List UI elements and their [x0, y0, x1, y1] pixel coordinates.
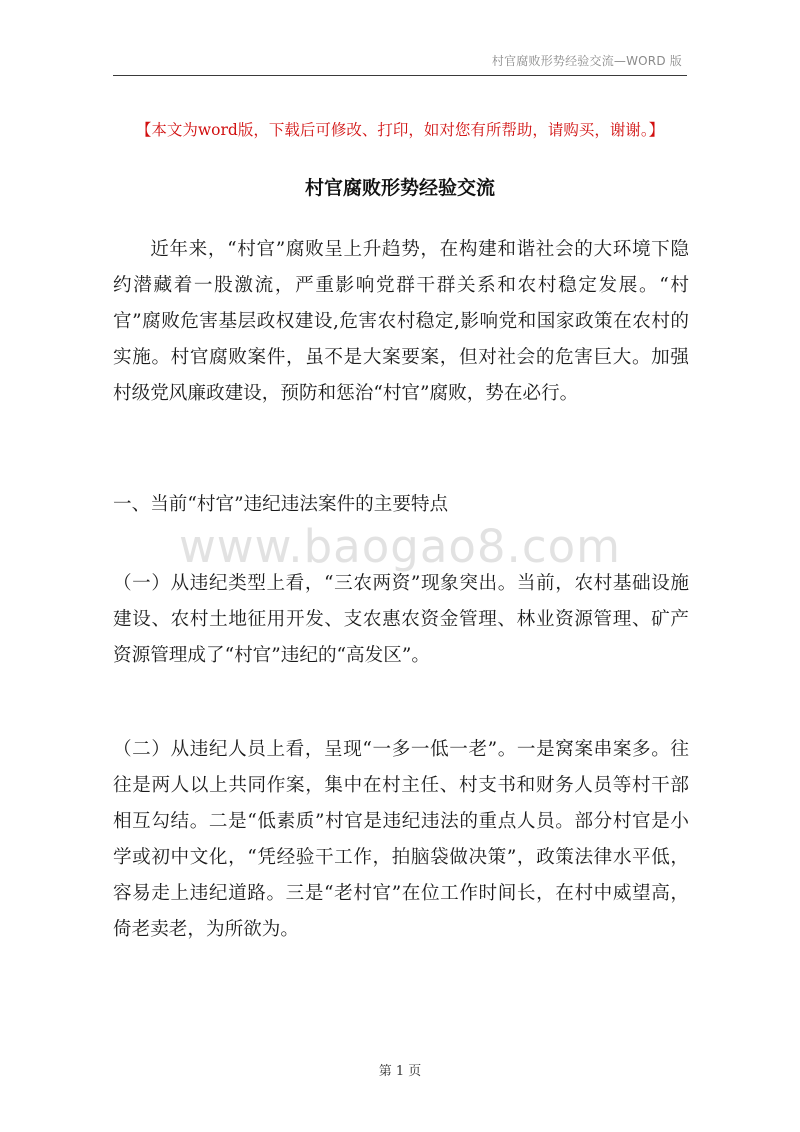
intro-paragraph: 近年来，“村官”腐败呈上升趋势，在构建和谐社会的大环境下隐约潜藏着一股激流，严重影响党群干群关系和农村稳定发展。“村官”腐败危害基层政权建设,危害农村稳定,影响党和国家政策在农村的实施。村官腐败案件，虽不是大案要案，但对社会的危害巨大。加强村级党风廉政建设，预防和惩治“村官”腐败，势在必行。 [113, 239, 689, 404]
running-header: 村官腐败形势经验交流—WORD 版 [491, 54, 682, 68]
point-two-paragraph: （二）从违纪人员上看，呈现“一多一低一老”。一是窝案串案多。往往是两人以上共同作案，集中在村主任、村支书和财务人员等村干部相互勾结。二是“低素质”村官是违纪违法的重点人员。部分村官是小学或初中文化，“凭经验干工作，拍脑袋做决策”，政策法律水平低，容易走上违纪道路。三是“老村官”在位工作时间长，在村中威望高，倚老卖老，为所欲为。 [113, 739, 689, 940]
point-one-paragraph: （一）从违纪类型上看，“三农两资”现象突出。当前，农村基础设施建设、农村土地征用开发、支农惠农资金管理、林业资源管理、矿产资源管理成了“村官”违纪的“高发区”。 [113, 573, 689, 666]
header-divider [113, 75, 687, 76]
document-title: 村官腐败形势经验交流 [304, 177, 495, 199]
purchase-notice: 【本文为word版，下载后可修改、打印，如对您有所帮助，请购买，谢谢。】 [135, 121, 665, 139]
page-number: 第 1 页 [378, 1064, 422, 1079]
section-heading: 一、当前“村官”违纪违法案件的主要特点 [113, 494, 449, 515]
watermark: www.baogao8.com [179, 520, 621, 573]
